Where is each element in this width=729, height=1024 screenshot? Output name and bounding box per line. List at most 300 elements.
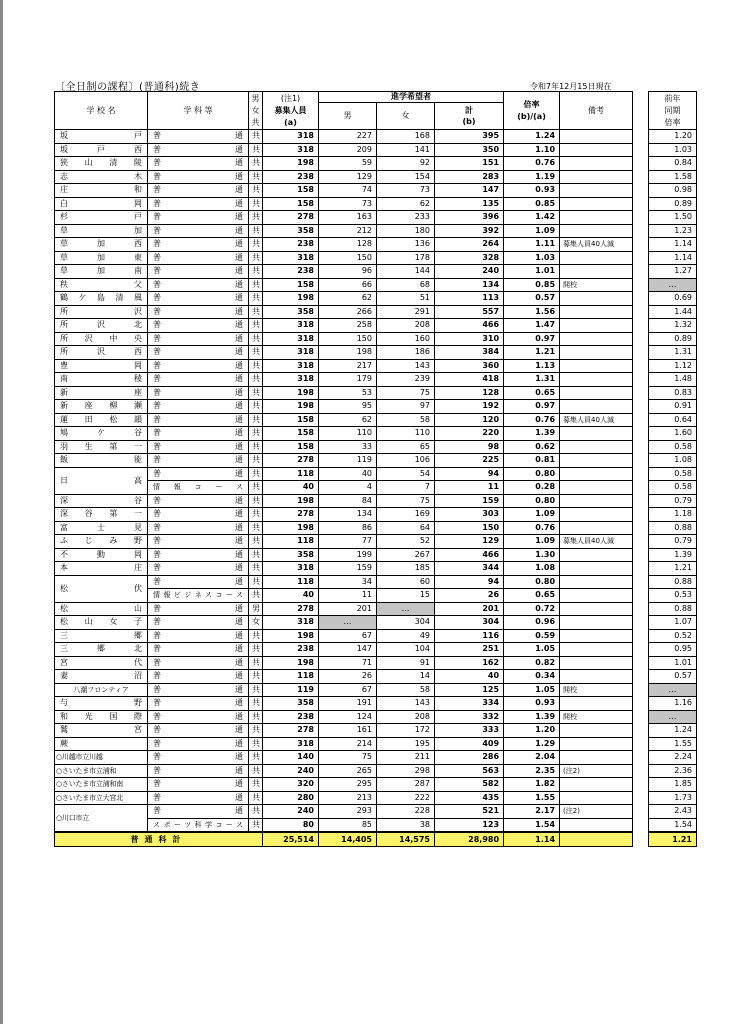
ratio-value: 1.39 xyxy=(504,710,560,724)
male-value: 124 xyxy=(319,710,377,724)
female-value: 51 xyxy=(377,292,435,306)
prev-row xyxy=(649,818,697,832)
total-value: 286 xyxy=(435,751,504,765)
dept-name: 普通 xyxy=(148,616,249,630)
total-value: 159 xyxy=(435,494,504,508)
total-value: 396 xyxy=(435,211,504,225)
female-value: 7 xyxy=(377,481,435,495)
female-value: 104 xyxy=(377,643,435,657)
ratio-value: 1.21 xyxy=(504,346,560,360)
female-value: 195 xyxy=(377,737,435,751)
male-value: 179 xyxy=(319,373,377,387)
prev-row xyxy=(649,386,697,400)
prev-ratio-value: … xyxy=(649,683,697,697)
dept-name: 普通 xyxy=(148,251,249,265)
table-row xyxy=(55,170,633,184)
female-value: 14 xyxy=(377,670,435,684)
female-value: 91 xyxy=(377,656,435,670)
school-name: 所沢西 xyxy=(55,346,148,360)
prev-row xyxy=(649,467,697,481)
ratio-value: 0.93 xyxy=(504,184,560,198)
dept-name: 普通 xyxy=(148,292,249,306)
table-row xyxy=(55,224,633,238)
prev-row xyxy=(649,278,697,292)
male-value: 73 xyxy=(319,197,377,211)
ratio-value: 1.09 xyxy=(504,508,560,522)
capacity-value: 238 xyxy=(263,170,319,184)
ratio-value: 0.93 xyxy=(504,697,560,711)
capacity-value: 118 xyxy=(263,535,319,549)
gender-type: 共 xyxy=(249,130,263,144)
gender-type: 共 xyxy=(249,467,263,481)
remarks-value xyxy=(560,143,633,157)
prev-row xyxy=(649,575,697,589)
prev-row xyxy=(649,130,697,144)
prev-ratio-value: 0.83 xyxy=(649,386,697,400)
prev-header-line1: 前年 xyxy=(664,93,681,103)
table-row xyxy=(55,373,633,387)
gender-type: 共 xyxy=(249,400,263,414)
ratio-value: 0.65 xyxy=(504,589,560,603)
dept-name: 普通 xyxy=(148,805,249,819)
ratio-value: 1.20 xyxy=(504,724,560,738)
total-value: 466 xyxy=(435,548,504,562)
table-row xyxy=(55,508,633,522)
male-value: 227 xyxy=(319,130,377,144)
dept-name: 普通 xyxy=(148,778,249,792)
capacity-sub: (a) xyxy=(284,117,297,127)
ratio-value: 1.30 xyxy=(504,548,560,562)
dept-name: 普通 xyxy=(148,508,249,522)
male-value: 191 xyxy=(319,697,377,711)
ratio-value: 0.57 xyxy=(504,292,560,306)
table-row xyxy=(55,629,633,643)
capacity-value: 318 xyxy=(263,359,319,373)
dept-name: 普通 xyxy=(148,737,249,751)
dept-name: 普通 xyxy=(148,764,249,778)
dept-name: 普通 xyxy=(148,197,249,211)
prev-row xyxy=(649,508,697,522)
prev-row xyxy=(649,589,697,603)
total-capacity: 25,514 xyxy=(263,832,319,847)
male-value: 110 xyxy=(319,427,377,441)
female-value: 141 xyxy=(377,143,435,157)
male-value: 40 xyxy=(319,467,377,481)
remarks-value xyxy=(560,454,633,468)
gender-type: 共 xyxy=(249,413,263,427)
dept-name: 普通 xyxy=(148,683,249,697)
table-row xyxy=(55,764,633,778)
ratio-value: 0.62 xyxy=(504,440,560,454)
male-value: 266 xyxy=(319,305,377,319)
dept-name: 普通 xyxy=(148,130,249,144)
capacity-note: (注1) xyxy=(280,93,301,103)
ratio-value: 1.01 xyxy=(504,265,560,279)
prev-row xyxy=(649,224,697,238)
prev-ratio-value: … xyxy=(649,278,697,292)
total-total: 28,980 xyxy=(435,832,504,847)
school-name: 坂戸西 xyxy=(55,143,148,157)
capacity-value: 119 xyxy=(263,683,319,697)
prev-ratio-value: 1.24 xyxy=(649,724,697,738)
female-value: 172 xyxy=(377,724,435,738)
female-value: 143 xyxy=(377,697,435,711)
gender-header-male: 男 xyxy=(251,93,260,103)
total-value: 151 xyxy=(435,157,504,171)
female-value: … xyxy=(377,602,435,616)
ratio-value: 0.34 xyxy=(504,670,560,684)
previous-ratio-table xyxy=(648,91,697,847)
prev-row xyxy=(649,251,697,265)
dept-name: 普通 xyxy=(148,629,249,643)
prev-ratio-value: 1.50 xyxy=(649,211,697,225)
dept-name: 普通 xyxy=(148,346,249,360)
remarks-header: 備考 xyxy=(560,92,633,130)
gender-header xyxy=(249,92,263,130)
prev-ratio-value: 1.73 xyxy=(649,791,697,805)
male-value: 147 xyxy=(319,643,377,657)
capacity-value: 198 xyxy=(263,494,319,508)
remarks-value xyxy=(560,332,633,346)
capacity-value: 318 xyxy=(263,251,319,265)
dept-name: 普通 xyxy=(148,265,249,279)
dept-name: 普通 xyxy=(148,319,249,333)
table-row xyxy=(55,292,633,306)
capacity-value: 318 xyxy=(263,737,319,751)
school-name: 深谷第一 xyxy=(55,508,148,522)
male-value: 86 xyxy=(319,521,377,535)
school-name: 秩父 xyxy=(55,278,148,292)
school-name: 鷲宮 xyxy=(55,724,148,738)
prev-row xyxy=(649,710,697,724)
female-value: 239 xyxy=(377,373,435,387)
male-value: 198 xyxy=(319,346,377,360)
prev-header-line3: 倍率 xyxy=(664,117,681,127)
table-row xyxy=(55,184,633,198)
dept-name: 普通 xyxy=(148,656,249,670)
school-name: 三郷北 xyxy=(55,643,148,657)
capacity-value: 318 xyxy=(263,562,319,576)
table-row xyxy=(55,548,633,562)
ratio-value: 0.85 xyxy=(504,278,560,292)
dept-name: 普通 xyxy=(148,710,249,724)
table-row xyxy=(55,346,633,360)
prev-ratio-value: 1.54 xyxy=(649,818,697,832)
female-value: 228 xyxy=(377,805,435,819)
school-name: 狭山清陵 xyxy=(55,157,148,171)
gender-type: 共 xyxy=(249,494,263,508)
male-value: 85 xyxy=(319,818,377,832)
prev-ratio-value: 0.88 xyxy=(649,575,697,589)
male-value: 66 xyxy=(319,278,377,292)
school-name: 日高 xyxy=(55,467,148,494)
table-row xyxy=(55,724,633,738)
total-value: 264 xyxy=(435,238,504,252)
dept-name: 普通 xyxy=(148,454,249,468)
prev-ratio-value: 0.98 xyxy=(649,184,697,198)
prev-ratio-value: 1.21 xyxy=(649,562,697,576)
female-value: 304 xyxy=(377,616,435,630)
school-name: 富士見 xyxy=(55,521,148,535)
ratio-value: 1.42 xyxy=(504,211,560,225)
table-row xyxy=(55,157,633,171)
total-value: 303 xyxy=(435,508,504,522)
remarks-value xyxy=(560,562,633,576)
table-row xyxy=(55,211,633,225)
female-value: 58 xyxy=(377,683,435,697)
dept-name: 普通 xyxy=(148,697,249,711)
remarks-value xyxy=(560,791,633,805)
school-name: 庄和 xyxy=(55,184,148,198)
table-row xyxy=(55,575,633,589)
ratio-label: 倍率 xyxy=(523,99,540,109)
remarks-value: (注2) xyxy=(560,805,633,819)
prev-ratio-value: 0.79 xyxy=(649,535,697,549)
remarks-value xyxy=(560,157,633,171)
ratio-value: 1.29 xyxy=(504,737,560,751)
gender-type: 女 xyxy=(249,616,263,630)
remarks-value xyxy=(560,737,633,751)
capacity-value: 118 xyxy=(263,670,319,684)
gender-type: 共 xyxy=(249,224,263,238)
female-value: 144 xyxy=(377,265,435,279)
gender-type: 共 xyxy=(249,751,263,765)
gender-type: 共 xyxy=(249,332,263,346)
capacity-value: 358 xyxy=(263,224,319,238)
total-value: 466 xyxy=(435,319,504,333)
prev-ratio-value: 0.64 xyxy=(649,413,697,427)
school-name: 所沢中央 xyxy=(55,332,148,346)
school-name: 和光国際 xyxy=(55,710,148,724)
prev-row xyxy=(649,751,697,765)
gender-type: 共 xyxy=(249,481,263,495)
gender-type: 共 xyxy=(249,319,263,333)
dept-name: 普通 xyxy=(148,670,249,684)
table-row xyxy=(55,413,633,427)
dept-name: 普通 xyxy=(148,184,249,198)
prev-row xyxy=(649,373,697,387)
female-value: 64 xyxy=(377,521,435,535)
dept-name: 普通 xyxy=(148,305,249,319)
table-row xyxy=(55,602,633,616)
school-name: 妻沼 xyxy=(55,670,148,684)
prev-row xyxy=(649,737,697,751)
remarks-value xyxy=(560,197,633,211)
dept-name: 普通 xyxy=(148,791,249,805)
school-name: ○さいたま市立大宮北 xyxy=(55,791,148,805)
school-name: ○さいたま市立浦和南 xyxy=(55,778,148,792)
gender-type: 共 xyxy=(249,292,263,306)
male-value: 4 xyxy=(319,481,377,495)
gender-type: 共 xyxy=(249,683,263,697)
table-row xyxy=(55,778,633,792)
male-header: 男 xyxy=(319,103,377,130)
total-value: 344 xyxy=(435,562,504,576)
remarks-value xyxy=(560,265,633,279)
table-row xyxy=(55,616,633,630)
male-value: 84 xyxy=(319,494,377,508)
school-name: ○川越市立川越 xyxy=(55,751,148,765)
school-name: 飯能 xyxy=(55,454,148,468)
remarks-value: 募集人員40人減 xyxy=(560,535,633,549)
remarks-value xyxy=(560,481,633,495)
remarks-value: 募集人員40人減 xyxy=(560,413,633,427)
female-value: 208 xyxy=(377,710,435,724)
female-value: 168 xyxy=(377,130,435,144)
prev-header-line2: 同期 xyxy=(664,105,681,115)
table-row xyxy=(55,359,633,373)
school-name: 三郷 xyxy=(55,629,148,643)
prev-row xyxy=(649,656,697,670)
gender-type: 共 xyxy=(249,643,263,657)
male-value: 26 xyxy=(319,670,377,684)
prev-ratio-value: 0.57 xyxy=(649,670,697,684)
ratio-value: 2.35 xyxy=(504,764,560,778)
prev-ratio-value: 1.44 xyxy=(649,305,697,319)
dept-name: 普通 xyxy=(148,494,249,508)
capacity-value: 318 xyxy=(263,373,319,387)
dept-name: 普通 xyxy=(148,170,249,184)
male-value: 128 xyxy=(319,238,377,252)
table-row xyxy=(55,805,633,819)
ratio-value: 2.17 xyxy=(504,805,560,819)
capacity-value: 158 xyxy=(263,413,319,427)
remarks-value xyxy=(560,170,633,184)
gender-type: 共 xyxy=(249,197,263,211)
prev-row xyxy=(649,629,697,643)
gender-type: 共 xyxy=(249,143,263,157)
prev-row xyxy=(649,170,697,184)
prev-row xyxy=(649,535,697,549)
capacity-value: 198 xyxy=(263,521,319,535)
female-value: 49 xyxy=(377,629,435,643)
prev-row xyxy=(649,670,697,684)
table-row xyxy=(55,305,633,319)
page-left-edge xyxy=(0,0,3,1024)
prev-ratio-value: 0.91 xyxy=(649,400,697,414)
female-value: 38 xyxy=(377,818,435,832)
prev-row xyxy=(649,238,697,252)
table-row xyxy=(55,197,633,211)
gender-header-coed: 共 xyxy=(251,117,260,127)
prev-row xyxy=(649,400,697,414)
capacity-value: 158 xyxy=(263,440,319,454)
gender-type: 共 xyxy=(249,656,263,670)
capacity-value: 240 xyxy=(263,805,319,819)
school-name: 羽生第一 xyxy=(55,440,148,454)
ratio-value: 1.10 xyxy=(504,143,560,157)
total-value: 225 xyxy=(435,454,504,468)
capacity-value: 198 xyxy=(263,629,319,643)
remarks-value xyxy=(560,130,633,144)
total-value: 310 xyxy=(435,332,504,346)
remarks-value xyxy=(560,319,633,333)
total-value: 129 xyxy=(435,535,504,549)
total-value: 251 xyxy=(435,643,504,657)
school-name: 八潮フロンティア xyxy=(55,683,148,697)
school-name: 豊岡 xyxy=(55,359,148,373)
dept-name: 普通 xyxy=(148,643,249,657)
total-header xyxy=(435,103,504,130)
dept-name: 普通 xyxy=(148,224,249,238)
table-row xyxy=(55,535,633,549)
table-row xyxy=(55,710,633,724)
prev-row xyxy=(649,643,697,657)
total-value: 98 xyxy=(435,440,504,454)
gender-type: 共 xyxy=(249,170,263,184)
capacity-value: 198 xyxy=(263,386,319,400)
gender-type: 共 xyxy=(249,589,263,603)
table-row xyxy=(55,791,633,805)
total-value: 333 xyxy=(435,724,504,738)
capacity-value: 158 xyxy=(263,197,319,211)
total-value: 125 xyxy=(435,683,504,697)
ratio-value: 1.54 xyxy=(504,818,560,832)
total-value: 283 xyxy=(435,170,504,184)
prev-ratio-value: 0.52 xyxy=(649,629,697,643)
school-name: 杉戸 xyxy=(55,211,148,225)
remarks-value xyxy=(560,697,633,711)
remarks-value xyxy=(560,724,633,738)
male-value: 150 xyxy=(319,251,377,265)
female-value: 97 xyxy=(377,400,435,414)
table-row xyxy=(55,670,633,684)
school-name: 本庄 xyxy=(55,562,148,576)
prev-ratio-value: 0.58 xyxy=(649,467,697,481)
gender-type: 共 xyxy=(249,724,263,738)
remarks-value xyxy=(560,251,633,265)
female-value: 65 xyxy=(377,440,435,454)
male-value: 265 xyxy=(319,764,377,778)
total-value: 350 xyxy=(435,143,504,157)
female-value: 287 xyxy=(377,778,435,792)
table-row xyxy=(55,400,633,414)
total-value: 220 xyxy=(435,427,504,441)
remarks-value xyxy=(560,211,633,225)
gender-type: 共 xyxy=(249,265,263,279)
school-name: 白岡 xyxy=(55,197,148,211)
prev-row xyxy=(649,359,697,373)
gender-type: 共 xyxy=(249,251,263,265)
ratio-value: 0.76 xyxy=(504,157,560,171)
dept-name: 普通 xyxy=(148,521,249,535)
male-value: 295 xyxy=(319,778,377,792)
male-value: 62 xyxy=(319,292,377,306)
dept-name: 普通 xyxy=(148,724,249,738)
total-female: 14,575 xyxy=(377,832,435,847)
school-header: 学 校 名 xyxy=(55,92,148,130)
gender-type: 共 xyxy=(249,818,263,832)
female-value: 298 xyxy=(377,764,435,778)
prev-ratio-value: 0.89 xyxy=(649,197,697,211)
capacity-value: 140 xyxy=(263,751,319,765)
prev-row xyxy=(649,481,697,495)
prev-row xyxy=(649,454,697,468)
remarks-value xyxy=(560,359,633,373)
total-value: 328 xyxy=(435,251,504,265)
total-value: 135 xyxy=(435,197,504,211)
female-value: 68 xyxy=(377,278,435,292)
total-value: 94 xyxy=(435,575,504,589)
gender-type: 共 xyxy=(249,791,263,805)
female-value: 52 xyxy=(377,535,435,549)
table-row xyxy=(55,278,633,292)
total-value: 240 xyxy=(435,265,504,279)
gender-type: 共 xyxy=(249,521,263,535)
gender-type: 共 xyxy=(249,575,263,589)
school-name: 所沢北 xyxy=(55,319,148,333)
ratio-value: 1.13 xyxy=(504,359,560,373)
